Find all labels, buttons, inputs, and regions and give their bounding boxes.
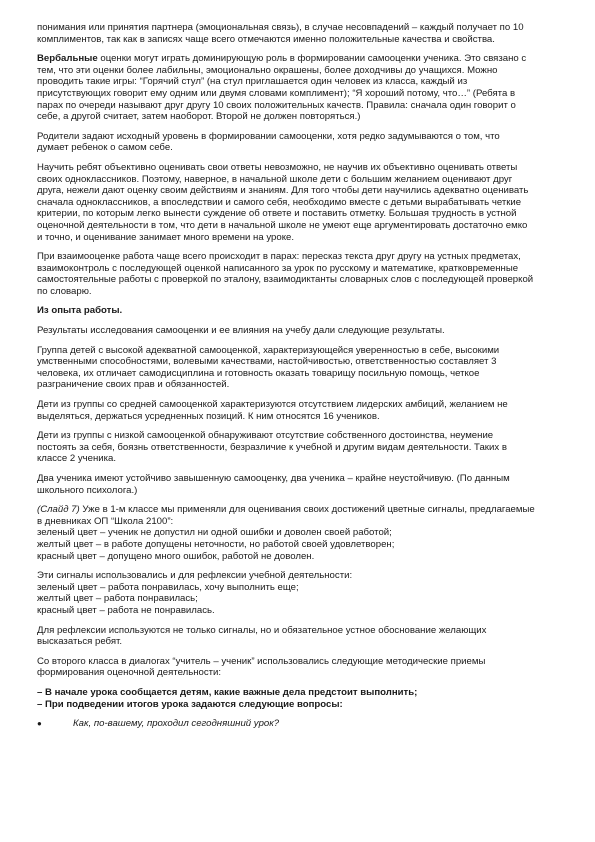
paragraph-dialog-methods: Со второго класса в диалогах “учитель – ученик” использовались следующие методические приемы формирования оценочной деятельности: [37, 655, 486, 679]
paragraph-high-self-esteem: Группа детей с высокой адекватной самооценкой, характеризующейся уверенностью в себе, высокими умственными способностями, волевыми качествами, настойчивостью, ответственностью составляет 3 человека, их отличает самодисциплина и готовность оказать товарищу посильную помощь, четкое разграничение своих прав и обязанностей. [37, 344, 500, 391]
document-page [37, 22, 565, 730]
question-text: Как, по-вашему, проходил сегодняшний урок? [73, 718, 280, 730]
paragraph-results: Результаты исследования самооценки и ее влияния на учебу дали следующие результаты. [37, 325, 445, 337]
paragraph-medium-self-esteem: Дети из группы со средней самооценкой характеризуются отсутствием лидерских амбиций, желанием не выделяться, держаться усредненных позиций. К ним относятся 16 учеников. [37, 399, 508, 422]
paragraph-verbal-assessments: Вербальные оценки могут играть доминирующую роль в формировании самооценки ученика. Это связано с тем, что эти оценки более лабильны, эмоционально окрашены, более доходчивы до учащихся. Можно проводить такие игры: “Горячий стул” (на стул приглашается один человек из класса, каждый из присутствующих говорит ему одним или двумя словами комплимент); “Я хороший потому, что…” (Ребята в парах по очереди называют друг другу 10 своих положительных качеств. Правила: сначала один говорит о себе, а другой считает, затем наоборот. Второй не должен повторяться.) [37, 53, 527, 123]
paragraph-inflated-self-esteem: Два ученика имеют устойчиво завышенную самооценку, два ученика – крайне неустойчивую. (По данным школьного психолога.) [37, 473, 510, 496]
question-list-item [37, 718, 565, 730]
section-heading: Из опыта работы. [37, 305, 123, 317]
paragraph-peer-assessment: При взаимооценке работа чаще всего происходит в парах: пересказ текста друг другу на устных предметах, взаимоконтроль с последующей оценкой написанного за урок по русскому и математике, кратковременные самостоятельные работы с проверкой по эталону, взаимодиктанты словарных слов с последующей проверкой по словарю. [37, 251, 534, 297]
paragraph-parents: Родители задают исходный уровень в формировании самооценки, хотя редко задумываются о том, что думает ребенок о самом себе. [37, 130, 500, 154]
paragraph-color-signals: (Слайд 7) Уже в 1-м классе мы применяли для оценивания своих достижений цветные сигналы, предлагаемые в дневниках ОП “Школа 2100”: зеленый цвет – ученик не допустил ни одной ошибки и доволен своей работой; желтый цвет – в работе допущены неточности, но работой своей удовлетворен; красный цвет – допущено много ошибок, работой не доволен. [37, 504, 535, 562]
paragraph-low-self-esteem: Дети из группы с низкой самооценкой обнаруживают отсутствие собственного достоинства, неумение постоять за себя, боязнь ответственности, безразличие к учебной и другим видам деятельности. Таких в классе 2 ученика. [37, 430, 507, 465]
bullet-icon: ● [37, 719, 42, 729]
paragraph-1: понимания или принятия партнера (эмоциональная связь), в случае несовпадений – каждый получает по 10 комплиментов, так как в записях чаще всего отмечаются именно положительные качества и свойства. [37, 22, 524, 45]
verbal-term: Вербальные [37, 53, 98, 65]
paragraph-objective-assessment: Научить ребят объективно оценивать свои ответы невозможно, не научив их объективно оценивать ответы своих одноклассников. Поэтому, наверное, в начальной школе дети с большим желанием оценивают друг друга, нежели дают оценку своим действиям и знаниям. Для того чтобы дети научились адекватно оценивать сначала одноклассников, а впоследствии и самого себя, необходимо вместе с детьми вырабатывать четкие критерии, по которым легко вынести суждение об ответе и поставить отметку. Большая трудность в устной оценочной деятельности в том, что дети в начальной школе не умеют еще аргументировать достаточно емко и точно, и оценивание занимает много времени на уроке. [37, 161, 529, 243]
paragraph-reflection-signals: Эти сигналы использовались и для рефлексии учебной деятельности: зеленый цвет – работа понравилась, хочу выполнить еще; желтый цвет – работа понравилась; красный цвет – работа не понравилась. [37, 570, 353, 616]
paragraph-oral-justification: Для рефлексии используются не только сигналы, но и обязательное устное обоснование желающих высказаться ребят. [37, 624, 487, 648]
bold-method-list: – В начале урока сообщается детям, какие важные дела предстоит выполнить; – При подведении итогов урока задаются следующие вопросы: [37, 686, 418, 710]
slide-reference: (Слайд 7) [37, 504, 80, 516]
